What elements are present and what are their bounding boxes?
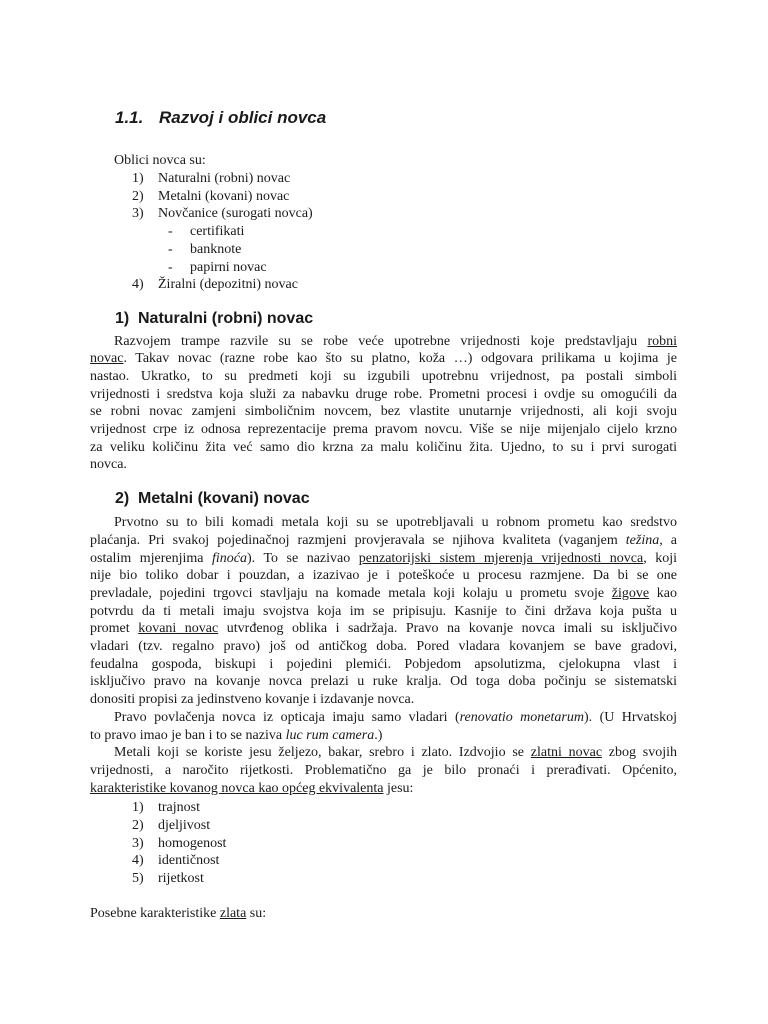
- paragraph-line: vrijednosti i sredstva koja služi za nabavku druge robe. Prometni procesi i ovdje su omogućili da: [90, 387, 677, 402]
- paragraph-line: ostalim mjerenjima finoća). To se nazivao penzatorijski sistem mjerenja vrijednosti novca, koji: [90, 551, 677, 566]
- page-title: [115, 108, 326, 128]
- paragraph-line: vrijednost crpe iz odnosa reprezentacije prema pravom novcu. Više se nije mijenjalo cijelo krzno: [90, 422, 677, 437]
- intro-item: 4) Žiralni (depozitni) novac: [132, 277, 298, 292]
- list-item: 2) djeljivost: [132, 818, 211, 833]
- paragraph-line: feudalna gospoda, biskupi i pojedini plemići. Pobjedom apsolutizma, cjelokupna vlast i: [90, 657, 677, 672]
- paragraph-line: nije bio toliko dobar i pouzdan, a izazivao je i poteškoće u procesu razmjene. Da bi se one: [90, 568, 677, 583]
- section-heading: 1) Naturalni (robni) novac: [115, 310, 314, 327]
- paragraph-line: vladari (tzv. regalno pravo) još od antičkog doba. Pored vladara kovanjem se bave gradovi,: [90, 639, 677, 654]
- intro-subitem: - papirni novac: [168, 260, 267, 275]
- paragraph-line: to pravo imao je ban i to se naziva luc rum camera.): [90, 728, 383, 743]
- paragraph-line: donositi propisi za jedinstveno kovanje i izdavanje novca.: [90, 692, 415, 707]
- section-heading: 2) Metalni (kovani) novac: [115, 490, 310, 507]
- paragraph-line: potvrdu da ti metali imaju svojstva koja im se pripisuju. Kasnije to čini država koja pušta u: [90, 604, 677, 619]
- title-number: 1.1.: [115, 108, 144, 127]
- paragraph-line: karakteristike kovanog novca kao općeg ekvivalenta jesu:: [90, 781, 414, 796]
- paragraph-line: Metali koji se koriste jesu željezo, bakar, srebro i zlato. Izdvojio se zlatni novac zbog svojih: [114, 745, 677, 760]
- paragraph-line: Razvojem trampe razvile su se robe veće upotrebne vrijednosti koje predstavljaju robni: [114, 334, 677, 349]
- list-item: 5) rijetkost: [132, 871, 204, 886]
- paragraph-line: Pravo povlačenja novca iz opticaja imaju samo vladari (renovatio monetarum). (U Hrvatskoj: [114, 710, 677, 725]
- paragraph-line: promet kovani novac utvrđenog oblika i sadržaja. Pravo na kovanje novca imali su isključivo: [90, 621, 678, 636]
- intro-subitem: - certifikati: [168, 224, 245, 239]
- paragraph-line: novac. Takav novac (razne robe kao što su platno, koža …) odgovara prilikama u kojima je: [90, 351, 677, 366]
- paragraph-line: se robni novac zamjeni simboličnim novcem, bez vlastite unutarnje vrijednosti, ali koji svoju: [90, 404, 677, 419]
- intro-item: 1) Naturalni (robni) novac: [132, 171, 291, 186]
- title-text: Razvoj i oblici novca: [159, 108, 327, 127]
- paragraph-line: vrijednosti, a naročito rijetkosti. Problematično ga je bilo pronaći i prerađivati. Općenito,: [90, 763, 677, 778]
- paragraph-line: nastao. Ukratko, to su predmeti koji su izgubili upotrebnu vrijednost, pa postali simboli: [90, 369, 677, 384]
- paragraph-line: prevladale, pojedini trgovci stavljaju na komade metala koji kolaju u prometu svoje žigove kao: [90, 586, 677, 601]
- paragraph-line: Prvotno su to bili komadi metala koji su se upotrebljavali u robnom prometu kao sredstvo: [114, 515, 677, 530]
- paragraph-line: za veliku količinu žita već samo dio krzna za malu količinu žita. Ujedno, to su i prvi surogati: [90, 440, 677, 455]
- intro-item: 2) Metalni (kovani) novac: [132, 189, 290, 204]
- list-item: 4) identičnost: [132, 853, 220, 868]
- paragraph-line: isključivo pravo na kovanje novca prelazi u ruke kralja. Od toga doba počinju se sistematski: [90, 674, 677, 689]
- paragraph-line: novca.: [90, 457, 127, 472]
- paragraph-line: plaćanja. Pri svakoj pojedinačnoj razmjeni provjeravala se njihova kvaliteta (vaganjem težina, a: [90, 533, 677, 548]
- intro-label: Oblici novca su:: [114, 153, 206, 168]
- intro-subitem: - banknote: [168, 242, 242, 257]
- list-item: 1) trajnost: [132, 800, 200, 815]
- footer-line: Posebne karakteristike zlata su:: [90, 906, 267, 921]
- intro-item: 3) Novčanice (surogati novca): [132, 206, 313, 221]
- list-item: 3) homogenost: [132, 836, 227, 851]
